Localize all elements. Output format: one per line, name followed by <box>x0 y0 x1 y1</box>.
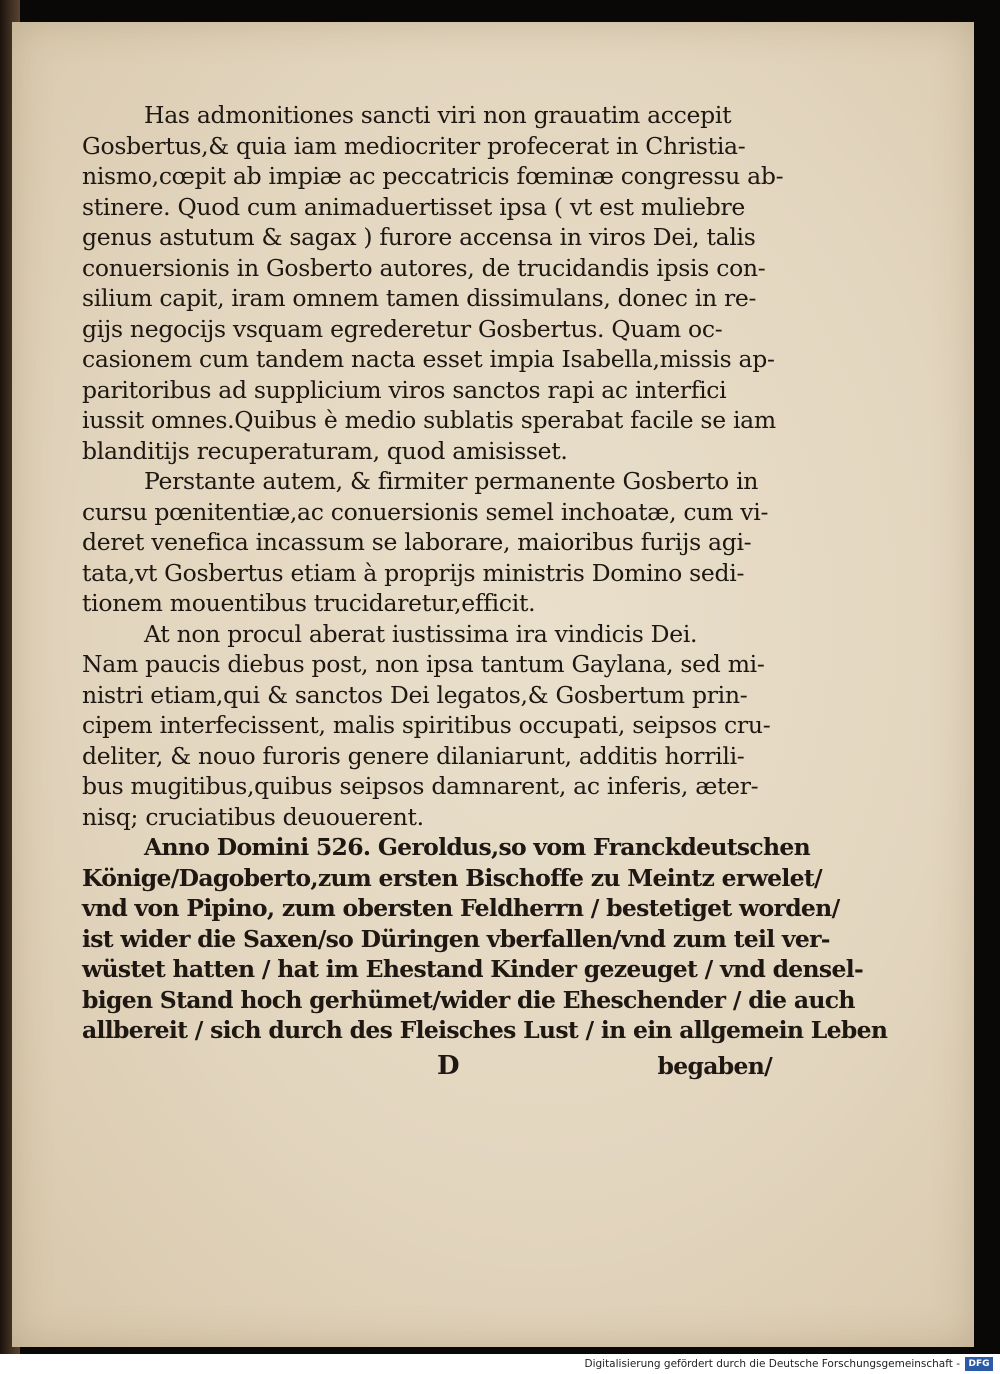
text-line: Nam paucis diebus post, non ipsa tantum Gaylana, sed mi- <box>82 650 765 678</box>
text-line: casionem cum tandem nacta esset impia Isabella,missis ap- <box>82 345 775 373</box>
text-line: At non procul aberat iustissima ira vindicis Dei. <box>144 619 698 648</box>
text-line: bigen Stand hoch gerhümet/wider die Eheschender / die auch <box>82 985 855 1014</box>
text-line: allbereit / sich durch des Fleisches Lust / in ein allgemein Leben <box>82 1016 888 1044</box>
text-line: nismo,cœpit ab impiæ ac peccatricis fœminæ congressu ab- <box>82 162 784 190</box>
book-page <box>12 22 974 1347</box>
text-line: genus astutum & sagax ) furore accensa in viros Dei, talis <box>82 223 756 251</box>
footer-bar <box>0 1354 1000 1374</box>
text-line: cursu pœnitentiæ,ac conuersionis semel inchoatæ, cum vi- <box>82 497 769 526</box>
text-line: paritoribus ad supplicium viros sanctos rapi ac interfici <box>82 375 727 404</box>
text-line: deret venefica incassum se laborare, maioribus furijs agi- <box>82 528 752 556</box>
text-line: wüstet hatten / hat im Ehestand Kinder gezeuget / vnd densel- <box>82 955 863 983</box>
text-line: bus mugitibus,quibus seipsos damnarent, ac inferis, æter- <box>82 772 759 800</box>
page-footer-line <box>82 1048 772 1084</box>
text-line: Perstante autem, & firmiter permanente Gosberto in <box>144 467 759 495</box>
text-line: Gosbertus,& quia iam mediocriter profecerat in Christia- <box>82 131 746 160</box>
funding-credit: Digitalisierung gefördert durch die Deutsche Forschungsgemeinschaft - <box>584 1358 960 1370</box>
text-line: stinere. Quod cum animaduertisset ipsa ( vt est muliebre <box>82 192 745 221</box>
text-line: cipem interfecissent, malis spiritibus occupati, seipsos cru- <box>82 711 771 739</box>
text-line: conuersionis in Gosberto autores, de trucidandis ipsis con- <box>82 253 766 282</box>
dfg-logo: DFG <box>965 1357 993 1371</box>
text-line: deliter, & nouo furoris genere dilaniarunt, additis horrili- <box>82 741 745 770</box>
text-line: gijs negocijs vsquam egrederetur Gosbertus. Quam oc- <box>82 314 723 343</box>
text-line: tionem mouentibus trucidaretur,efficit. <box>82 589 536 617</box>
text-line: Has admonitiones sancti viri non grauatim accepit <box>144 101 732 129</box>
text-line: Könige/Dagoberto,zum ersten Bischoffe zu Meintz erwelet/ <box>82 863 822 892</box>
catchword: begaben/ <box>657 1051 772 1080</box>
text-line: ist wider die Saxen/so Düringen vberfallen/vnd zum teil ver- <box>82 924 830 953</box>
text-line: nisq; cruciatibus deuouerent. <box>82 802 424 831</box>
text-line: Anno Domini 526. Geroldus,so vom Franckdeutschen <box>144 833 811 861</box>
text-line: nistri etiam,qui & sanctos Dei legatos,& Gosbertum prin- <box>82 680 748 709</box>
text-line: silium capit, iram omnem tamen dissimulans, donec in re- <box>82 284 757 312</box>
page-text <box>82 100 888 1084</box>
text-line: blanditijs recuperaturam, quod amisisset. <box>82 436 568 465</box>
text-line: vnd von Pipino, zum obersten Feldherrn / bestetiget worden/ <box>82 894 840 922</box>
text-line: tata,vt Gosbertus etiam à proprijs ministris Domino sedi- <box>82 558 745 587</box>
text-line: iussit omnes.Quibus è medio sublatis sperabat facile se iam <box>82 406 776 434</box>
signature-mark: D <box>437 1050 460 1081</box>
